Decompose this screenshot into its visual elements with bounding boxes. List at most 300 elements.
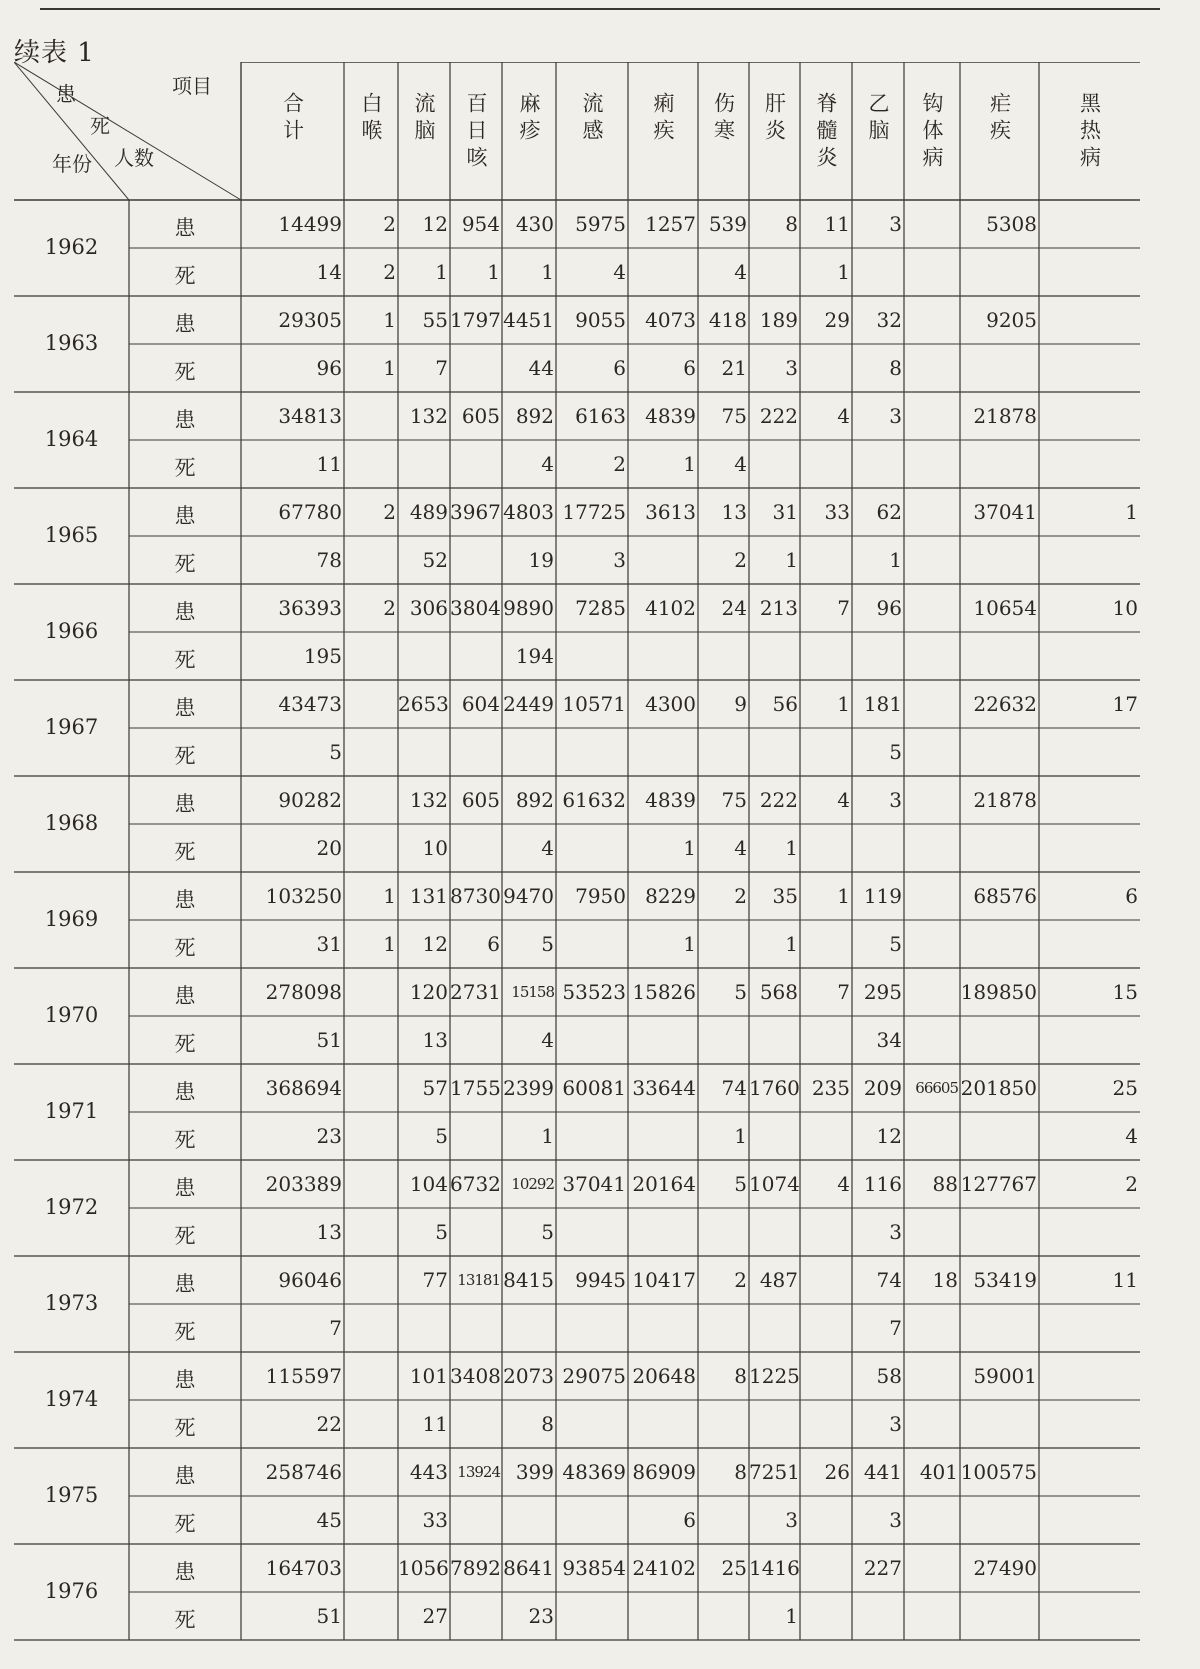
table-cell: 29075 xyxy=(562,1364,626,1388)
row-type-sick: 患 xyxy=(174,1464,196,1488)
table-cell: 132 xyxy=(409,404,448,428)
corner-label-death: 死 xyxy=(90,114,110,138)
table-caption: 续表 1 xyxy=(14,38,95,68)
table-cell: 5 xyxy=(435,1124,448,1148)
table-cell: 19 xyxy=(528,548,554,572)
table-cell: 1 xyxy=(837,692,850,716)
table-cell: 10 xyxy=(422,836,448,860)
table-cell: 90282 xyxy=(278,788,342,812)
table-cell: 61632 xyxy=(562,788,626,812)
table-cell: 5 xyxy=(889,740,902,764)
year-label: 1964 xyxy=(44,427,99,451)
column-header-label: 痢疾 xyxy=(651,92,675,146)
table-cell: 1257 xyxy=(645,212,696,236)
year-label: 1969 xyxy=(44,907,99,931)
column-header xyxy=(749,62,800,200)
table-cell: 10292 xyxy=(511,1175,554,1193)
row-type-sick: 患 xyxy=(174,984,196,1008)
table-cell: 1 xyxy=(487,260,500,284)
row-type-sick: 患 xyxy=(174,1368,196,1392)
table-cell: 2449 xyxy=(503,692,554,716)
table-cell: 3 xyxy=(785,356,798,380)
year-label: 1966 xyxy=(44,619,99,643)
table-cell: 2 xyxy=(1125,1172,1138,1196)
table-cell: 22632 xyxy=(973,692,1037,716)
table-cell: 2 xyxy=(383,212,396,236)
table-cell: 18 xyxy=(932,1268,958,1292)
table-cell: 115597 xyxy=(265,1364,342,1388)
table-cell: 11 xyxy=(824,212,850,236)
table-cell: 278098 xyxy=(265,980,342,1004)
table-cell: 194 xyxy=(515,644,554,668)
table-cell: 1 xyxy=(383,884,396,908)
table-cell: 2 xyxy=(734,1268,747,1292)
table-cell: 3 xyxy=(613,548,626,572)
table-cell: 33 xyxy=(824,500,850,524)
column-header-label: 伤寒 xyxy=(711,92,736,146)
table-cell: 1 xyxy=(785,836,798,860)
table-cell: 21878 xyxy=(973,788,1037,812)
table-cell: 10571 xyxy=(562,692,626,716)
column-header-label: 脊髓炎 xyxy=(814,92,838,173)
table-cell: 1 xyxy=(785,932,798,956)
table-cell: 222 xyxy=(759,788,798,812)
table-cell: 4102 xyxy=(645,596,696,620)
table-cell: 1 xyxy=(383,308,396,332)
table-cell: 11 xyxy=(1112,1268,1138,1292)
year-label: 1970 xyxy=(44,1003,99,1027)
table-cell: 7 xyxy=(435,356,448,380)
column-header xyxy=(852,62,904,200)
column-header xyxy=(628,62,698,200)
year-label: 1968 xyxy=(44,811,99,835)
table-cell: 3 xyxy=(785,1508,798,1532)
table-cell: 489 xyxy=(409,500,448,524)
table-cell: 58 xyxy=(876,1364,902,1388)
column-header-label: 麻疹 xyxy=(517,92,541,146)
table-cell: 3967 xyxy=(450,500,501,524)
table-cell: 4300 xyxy=(645,692,696,716)
row-type-sick: 患 xyxy=(174,504,196,528)
table-cell: 51 xyxy=(316,1028,342,1052)
table-cell: 4839 xyxy=(645,404,696,428)
table-cell: 1755 xyxy=(450,1076,501,1100)
table-cell: 8 xyxy=(785,212,798,236)
table-cell: 24 xyxy=(721,596,747,620)
row-type-dead: 死 xyxy=(174,264,196,288)
table-cell: 93854 xyxy=(562,1556,626,1580)
table-cell: 8730 xyxy=(450,884,501,908)
table-cell: 4 xyxy=(613,260,626,284)
table-cell: 29305 xyxy=(278,308,342,332)
table-cell: 12 xyxy=(422,212,448,236)
row-type-dead: 死 xyxy=(174,648,196,672)
table-cell: 3 xyxy=(889,212,902,236)
table-cell: 6163 xyxy=(575,404,626,428)
table-cell: 5 xyxy=(541,932,554,956)
table-cell: 418 xyxy=(708,308,747,332)
table-cell: 6 xyxy=(1125,884,1138,908)
table-cell: 1 xyxy=(683,452,696,476)
table-cell: 4 xyxy=(541,452,554,476)
table-cell: 9945 xyxy=(575,1268,626,1292)
table-cell: 17725 xyxy=(562,500,626,524)
top-rule xyxy=(40,8,1160,10)
year-label: 1974 xyxy=(44,1387,99,1411)
column-header-label: 流感 xyxy=(580,92,604,146)
table-cell: 4 xyxy=(734,836,747,860)
table-cell: 1 xyxy=(837,260,850,284)
table-cell: 441 xyxy=(863,1460,902,1484)
table-cell: 213 xyxy=(759,596,798,620)
table-cell: 36393 xyxy=(278,596,342,620)
table-cell: 20648 xyxy=(632,1364,696,1388)
table-cell: 53523 xyxy=(562,980,626,1004)
table-cell: 34 xyxy=(876,1028,902,1052)
table-cell: 27490 xyxy=(973,1556,1037,1580)
table-cell: 3 xyxy=(889,1220,902,1244)
table-cell: 7 xyxy=(837,596,850,620)
table-cell: 1074 xyxy=(749,1172,800,1196)
table-cell: 539 xyxy=(708,212,747,236)
table-cell: 5 xyxy=(329,740,342,764)
table-cell: 1 xyxy=(435,260,448,284)
column-header-label: 肝炎 xyxy=(762,92,787,146)
table-cell: 9205 xyxy=(986,308,1037,332)
table-cell: 2 xyxy=(734,548,747,572)
year-label: 1962 xyxy=(44,235,99,259)
year-label: 1967 xyxy=(44,715,99,739)
corner-label-item: 项目 xyxy=(172,74,212,98)
table-cell: 6 xyxy=(683,356,696,380)
table-cell: 2 xyxy=(734,884,747,908)
row-type-sick: 患 xyxy=(174,792,196,816)
table-cell: 1 xyxy=(785,548,798,572)
table-cell: 25 xyxy=(721,1556,747,1580)
table-cell: 100575 xyxy=(960,1460,1037,1484)
table-cell: 11 xyxy=(316,452,342,476)
table-cell: 1 xyxy=(383,932,396,956)
row-type-sick: 患 xyxy=(174,1560,196,1584)
table-cell: 20 xyxy=(316,836,342,860)
table-cell: 2653 xyxy=(398,692,449,716)
table-cell: 7950 xyxy=(575,884,626,908)
table-cell: 235 xyxy=(811,1076,850,1100)
table-cell: 1056 xyxy=(398,1556,449,1580)
table-cell: 8 xyxy=(541,1412,554,1436)
table-cell: 104 xyxy=(409,1172,448,1196)
row-type-dead: 死 xyxy=(174,1320,196,1344)
table-cell: 7251 xyxy=(749,1460,800,1484)
table-cell: 4803 xyxy=(503,500,554,524)
row-type-sick: 患 xyxy=(174,696,196,720)
table-cell: 26 xyxy=(824,1460,850,1484)
table-cell: 48369 xyxy=(562,1460,626,1484)
table-cell: 164703 xyxy=(265,1556,342,1580)
table-cell: 10654 xyxy=(973,596,1037,620)
table-cell: 1 xyxy=(683,932,696,956)
table-cell: 25 xyxy=(1112,1076,1138,1100)
table-cell: 1797 xyxy=(450,308,501,332)
table-cell: 5308 xyxy=(986,212,1037,236)
row-type-sick: 患 xyxy=(174,1080,196,1104)
table-cell: 209 xyxy=(863,1076,902,1100)
table-cell: 9055 xyxy=(575,308,626,332)
row-type-sick: 患 xyxy=(174,888,196,912)
table-cell: 5 xyxy=(435,1220,448,1244)
table-cell: 3613 xyxy=(645,500,696,524)
table-cell: 4451 xyxy=(503,308,554,332)
table-cell: 189850 xyxy=(960,980,1037,1004)
table-cell: 13181 xyxy=(457,1271,500,1289)
table-cell: 37041 xyxy=(973,500,1037,524)
table-cell: 368694 xyxy=(265,1076,342,1100)
table-cell: 1416 xyxy=(749,1556,800,1580)
row-type-sick: 患 xyxy=(174,1176,196,1200)
table-cell: 3 xyxy=(889,788,902,812)
column-header xyxy=(556,62,628,200)
table-cell: 5975 xyxy=(575,212,626,236)
table-cell: 33644 xyxy=(632,1076,696,1100)
table-cell: 12 xyxy=(422,932,448,956)
table-cell: 4073 xyxy=(645,308,696,332)
table-cell: 1760 xyxy=(749,1076,800,1100)
year-label: 1975 xyxy=(44,1483,99,1507)
table-cell: 9890 xyxy=(503,596,554,620)
column-header-label: 疟疾 xyxy=(987,92,1012,146)
table-cell: 1 xyxy=(837,884,850,908)
table-cell: 5 xyxy=(734,980,747,1004)
row-type-dead: 死 xyxy=(174,840,196,864)
table-cell: 101 xyxy=(409,1364,448,1388)
year-label: 1973 xyxy=(44,1291,99,1315)
table-cell: 45 xyxy=(316,1508,342,1532)
table-cell: 75 xyxy=(721,788,747,812)
table-cell: 13 xyxy=(316,1220,342,1244)
table-cell: 1 xyxy=(541,260,554,284)
table-cell: 5 xyxy=(734,1172,747,1196)
table-cell: 6 xyxy=(613,356,626,380)
table-cell: 487 xyxy=(759,1268,798,1292)
table-cell: 430 xyxy=(515,212,554,236)
table-cell: 7 xyxy=(837,980,850,1004)
table-cell: 57 xyxy=(422,1076,448,1100)
table-cell: 181 xyxy=(863,692,902,716)
table-cell: 77 xyxy=(422,1268,448,1292)
table-cell: 7 xyxy=(889,1316,902,1340)
table-cell: 31 xyxy=(316,932,342,956)
row-type-dead: 死 xyxy=(174,1128,196,1152)
table-cell: 86909 xyxy=(632,1460,696,1484)
year-label: 1963 xyxy=(44,331,99,355)
table-cell: 32 xyxy=(876,308,902,332)
table-cell: 8415 xyxy=(503,1268,554,1292)
table-cell: 7285 xyxy=(575,596,626,620)
table-cell: 3408 xyxy=(450,1364,501,1388)
table-cell: 6732 xyxy=(450,1172,501,1196)
table-cell: 8 xyxy=(889,356,902,380)
table-cell: 222 xyxy=(759,404,798,428)
table-cell: 3 xyxy=(889,404,902,428)
table-cell: 568 xyxy=(759,980,798,1004)
table-cell: 43473 xyxy=(278,692,342,716)
table-cell: 4 xyxy=(734,260,747,284)
table-cell: 8641 xyxy=(503,1556,554,1580)
table-cell: 15 xyxy=(1112,980,1138,1004)
column-header xyxy=(344,62,398,200)
table-cell: 227 xyxy=(863,1556,902,1580)
table-cell: 5 xyxy=(541,1220,554,1244)
column-header xyxy=(241,62,344,200)
table-cell: 1225 xyxy=(749,1364,800,1388)
table-cell: 29 xyxy=(824,308,850,332)
table-cell: 1 xyxy=(734,1124,747,1148)
table-cell: 6 xyxy=(487,932,500,956)
table-cell: 127767 xyxy=(960,1172,1037,1196)
table-cell: 96 xyxy=(316,356,342,380)
table-cell: 6 xyxy=(683,1508,696,1532)
table-cell: 4 xyxy=(541,836,554,860)
column-header-label: 白喉 xyxy=(359,92,383,146)
table-cell: 2731 xyxy=(450,980,501,1004)
table-cell: 4 xyxy=(1125,1124,1138,1148)
table-cell: 20164 xyxy=(632,1172,696,1196)
table-cell: 23 xyxy=(316,1124,342,1148)
table-cell: 23 xyxy=(528,1604,554,1628)
table-cell: 4839 xyxy=(645,788,696,812)
table-cell: 8 xyxy=(734,1460,747,1484)
disease-table xyxy=(14,62,1140,1652)
column-header xyxy=(450,62,502,200)
table-cell: 2 xyxy=(613,452,626,476)
table-cell: 31 xyxy=(772,500,798,524)
table-cell: 892 xyxy=(515,404,554,428)
table-cell: 27 xyxy=(422,1604,448,1628)
table-cell: 78 xyxy=(316,548,342,572)
table-cell: 62 xyxy=(876,500,902,524)
corner-label-sick: 患 xyxy=(56,82,76,106)
table-cell: 306 xyxy=(409,596,448,620)
table-cell: 4 xyxy=(837,1172,850,1196)
table-cell: 2 xyxy=(383,500,396,524)
corner-label-count: 人数 xyxy=(114,146,154,170)
table-cell: 892 xyxy=(515,788,554,812)
column-header xyxy=(398,62,450,200)
table-cell: 51 xyxy=(316,1604,342,1628)
table-cell: 3804 xyxy=(450,596,501,620)
table-cell: 9 xyxy=(734,692,747,716)
column-header-label: 百日咳 xyxy=(464,92,488,173)
column-header-label: 流脑 xyxy=(412,92,436,146)
table-cell: 203389 xyxy=(265,1172,342,1196)
row-type-sick: 患 xyxy=(174,216,196,240)
table-cell: 605 xyxy=(461,788,500,812)
table-cell: 17 xyxy=(1112,692,1138,716)
table-cell: 21 xyxy=(721,356,747,380)
row-type-sick: 患 xyxy=(174,600,196,624)
column-header xyxy=(1039,62,1140,200)
table-cell: 1 xyxy=(1125,500,1138,524)
table-cell: 9470 xyxy=(503,884,554,908)
table-cell: 2 xyxy=(383,260,396,284)
row-type-dead: 死 xyxy=(174,936,196,960)
table-cell: 14 xyxy=(316,260,342,284)
column-header-label: 钩体病 xyxy=(920,92,944,173)
table-cell: 13 xyxy=(721,500,747,524)
table-cell: 96046 xyxy=(278,1268,342,1292)
table-cell: 74 xyxy=(876,1268,902,1292)
table-cell: 34813 xyxy=(278,404,342,428)
table-cell: 52 xyxy=(422,548,448,572)
table-cell: 954 xyxy=(461,212,500,236)
table-cell: 1 xyxy=(541,1124,554,1148)
table-cell: 33 xyxy=(422,1508,448,1532)
row-type-sick: 患 xyxy=(174,1272,196,1296)
table-cell: 1 xyxy=(889,548,902,572)
table-cell: 295 xyxy=(863,980,902,1004)
table-cell: 66605 xyxy=(915,1079,958,1097)
table-cell: 4 xyxy=(541,1028,554,1052)
year-label: 1965 xyxy=(44,523,99,547)
table-cell: 2 xyxy=(383,596,396,620)
table-cell: 11 xyxy=(422,1412,448,1436)
table-cell: 7 xyxy=(329,1316,342,1340)
column-header xyxy=(904,62,960,200)
row-type-sick: 患 xyxy=(174,312,196,336)
table-cell: 15158 xyxy=(511,983,554,1001)
table-cell: 8 xyxy=(734,1364,747,1388)
table-cell: 201850 xyxy=(960,1076,1037,1100)
table-cell: 1 xyxy=(383,356,396,380)
corner-label-year: 年份 xyxy=(52,152,92,176)
row-type-dead: 死 xyxy=(174,744,196,768)
table-cell: 1 xyxy=(785,1604,798,1628)
table-cell: 132 xyxy=(409,788,448,812)
table-cell: 5 xyxy=(889,932,902,956)
column-header-label: 乙脑 xyxy=(866,92,890,146)
table-cell: 10 xyxy=(1112,596,1138,620)
table-cell: 22 xyxy=(316,1412,342,1436)
table-cell: 103250 xyxy=(265,884,342,908)
table-cell: 443 xyxy=(409,1460,448,1484)
table-cell: 4 xyxy=(837,404,850,428)
table-cell: 2073 xyxy=(503,1364,554,1388)
table-cell: 116 xyxy=(863,1172,902,1196)
table-cell: 1 xyxy=(683,836,696,860)
table-cell: 55 xyxy=(422,308,448,332)
table-cell: 60081 xyxy=(562,1076,626,1100)
table-cell: 35 xyxy=(772,884,798,908)
row-type-dead: 死 xyxy=(174,552,196,576)
table-cell: 59001 xyxy=(973,1364,1037,1388)
table-cell: 21878 xyxy=(973,404,1037,428)
table-cell: 75 xyxy=(721,404,747,428)
column-header xyxy=(960,62,1039,200)
row-type-dead: 死 xyxy=(174,360,196,384)
table-cell: 604 xyxy=(461,692,500,716)
column-header xyxy=(800,62,852,200)
table-cell: 195 xyxy=(303,644,342,668)
table-cell: 4 xyxy=(734,452,747,476)
table-cell: 13924 xyxy=(457,1463,500,1481)
table-cell: 44 xyxy=(528,356,554,380)
table-cell: 3 xyxy=(889,1508,902,1532)
row-type-dead: 死 xyxy=(174,456,196,480)
column-header xyxy=(502,62,556,200)
column-header xyxy=(698,62,749,200)
table-cell: 13 xyxy=(422,1028,448,1052)
table-cell: 74 xyxy=(721,1076,747,1100)
